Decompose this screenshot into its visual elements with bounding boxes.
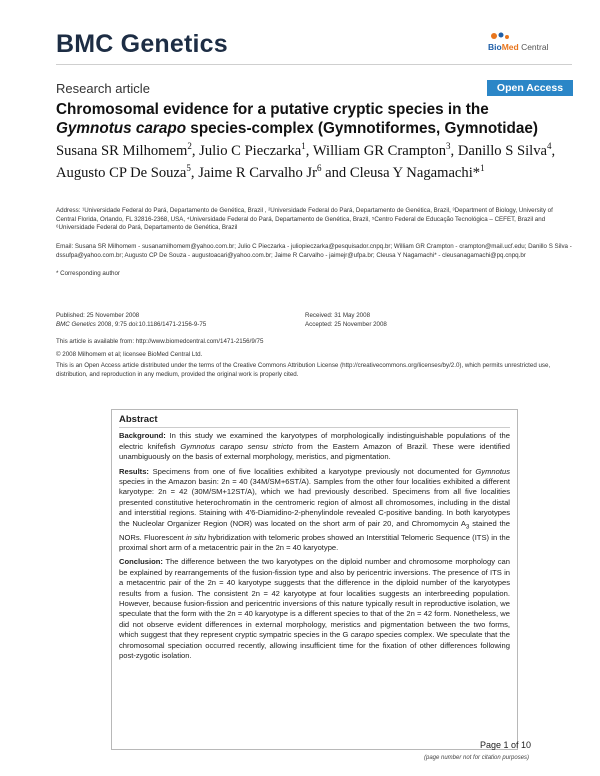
- title-rest: species-complex (Gymnotiformes, Gymnotidae): [186, 120, 538, 137]
- abstract-box: [111, 409, 518, 750]
- open-access-badge[interactable]: Open Access: [487, 80, 573, 96]
- background-species: Gymnotus carapo sensu stricto: [180, 441, 293, 451]
- page-number-note: (page number not for citation purposes): [424, 755, 530, 761]
- logo-med: Med: [501, 42, 519, 52]
- received-info: [305, 312, 555, 329]
- abstract-heading: Abstract: [119, 414, 158, 425]
- author-5-affiliation: 5: [186, 163, 191, 174]
- conclusion-label: Conclusion:: [119, 557, 163, 567]
- results-text-b: species in the Amazon basin: 2n = 40 (34M/SM+6ST/A). Samples from the other four localities exhibited a different karyotype: 2n = 42 (30M/SM+12ST/A), which we had previously described. Specimens from all five localities presented constitutive heterochromatin in the centromeric region of almost all chromosomes, including in the distal and interstitial regions. Staining with 4'6-Diamidino-2-phenylindole revealed C-positive banding. In both karyotypes the Nucleolar Organizer Region (NOR) was located on the short arm of pair 20, and Chromomycin A: [119, 477, 510, 528]
- biomed-central-logo: [488, 30, 572, 56]
- author-2: , Julio C Pieczarka: [191, 142, 302, 159]
- abstract-conclusion: [119, 557, 510, 661]
- author-addresses: Address: ¹Universidade Federal do Pará, Departamento de Genética, Brazil , ²Universidade Federal do Pará, Departamento de Genética, Brazil, ³Department of Biology, University of Central Florida, Orlando, FL 32816-2368, USA, ⁴Universidade Federal do Pará, Departamento de Genética, Brazil, ⁵Centro Federal de Educação Tecnológica – CEFET, Brazil and ⁶Universidade Federal do Pará, Departamento de Genética, Brazil: [56, 207, 553, 232]
- author-5: , Augusto CP De Souza: [56, 142, 556, 182]
- logo-central: Central: [518, 42, 549, 52]
- background-text-a: In this study we examined the karyotypes of morphologically indistinguishable populations of the electric knifefish: [119, 431, 510, 451]
- license-text: This is an Open Access article distributed under the terms of the Creative Commons Attribution License (http://creativecommons.org/licenses/by/2.0), which permits unrestricted use, distribution, and reproduction in any medium, provided the original work is properly cited.: [56, 362, 551, 378]
- author-3-affiliation: 3: [446, 141, 451, 151]
- author-2-affiliation: 1: [301, 141, 306, 151]
- author-list: [56, 138, 572, 183]
- author-4: , Danillo S Silva: [450, 142, 547, 159]
- results-subscript: 3: [465, 523, 470, 531]
- author-6: , Jaime R Carvalho Jr: [190, 165, 317, 182]
- background-label: Background:: [119, 431, 166, 441]
- publication-info: [56, 312, 306, 329]
- header-divider: [56, 64, 572, 65]
- title-line1: Chromosomal evidence for a putative cryptic species in the: [56, 101, 489, 118]
- author-1: Susana SR Milhomem: [56, 142, 188, 159]
- author-7-affiliation: 1: [480, 163, 485, 174]
- journal-title: BMC Genetics: [56, 30, 228, 58]
- conclusion-species: carapo: [350, 630, 374, 640]
- copyright-notice: © 2008 Milhomem et al; licensee BioMed Central Ltd.: [56, 351, 203, 358]
- corresponding-author-note: * Corresponding author: [56, 270, 120, 277]
- logo-bio: Bio: [488, 42, 502, 52]
- conclusion-text-a: The difference between the two karyotypes on the diploid number and chromosome morphology can be explained by rearrangements of the fusion-fission type and also by pericentric inversions. The presence of ITS in a metacentric pair of the 2n = 40 karyotype suggests that the difference in the diploid number of the karyotypes results from a fusion. The consistent 2n = 42 karyotype at four localities suggests an interbreeding population. However, because fusion-fission and pericentric inversions of this nature typically result in reproductive isolation, we speculate that the form with the 2n = 40 karyotype is a different species to that of the 2n = 42 form. Nonetheless, we did not observe evident differences in external morphology, meristics and pigmentation between the two forms, which suggest that they represent cryptic sympatric species in the G: [119, 557, 510, 640]
- results-genus: Gymnotus: [475, 466, 510, 476]
- background-text-b: from the Eastern Amazon of Brazil. These were identified unambiguously on the basis of external morphology, meristics, and pigmentation.: [119, 441, 510, 462]
- results-label: Results:: [119, 466, 149, 476]
- results-text-d: hybridization with telomeric probes showed an Interstitial Telomeric Sequence (ITS) in the proximal short arm of a metacentric pair in the 2n = 40 karyotype.: [119, 532, 510, 552]
- author-3: , William GR Crampton: [305, 142, 447, 159]
- author-emails[interactable]: Email: Susana SR Milhomem - susanamilhomem@yahoo.com.br; Julio C Pieczarka - juliopieczarka@pesquisador.cnpq.br; William GR Crampton - crampton@mail.ucf.edu; Danillo S Silva - dssufpa@yahoo.com.br; Augusto CP De Souza - augustoacari@yahoo.com.br; Jaime R Carvalho - jaimejr@ufpa.br; Cleusa Y Nagamachi* - cleusanagamachi@pq.cnpq.br: [56, 243, 572, 259]
- published-date: Published: 25 November 2008: [56, 312, 140, 319]
- author-7: and Cleusa Y Nagamachi*: [321, 165, 481, 182]
- author-4-affiliation: 4: [547, 141, 552, 151]
- page-number: Page 1 of 10: [480, 740, 532, 750]
- abstract-results: [119, 467, 510, 554]
- article-url[interactable]: This article is available from: http://www.biomedcentral.com/1471-2156/9/75: [56, 338, 264, 345]
- citation-doi: 2008, 9:75 doi:10.1186/1471-2156-9-75: [95, 320, 207, 328]
- citation: [56, 321, 306, 330]
- results-text-a: Specimens from one of five localities exhibited a karyotype previously not documented for: [148, 466, 476, 476]
- abstract-background: [119, 431, 510, 462]
- title-species: Gymnotus carapo: [56, 120, 187, 137]
- abstract-divider: [119, 427, 510, 428]
- article-category: Research article: [56, 81, 150, 96]
- author-1-affiliation: 2: [187, 141, 192, 151]
- conclusion-text-b: species complex. We speculate that the chromosomal speciation occurred recently, allowing insufficient time for the fixation of other differences following post-zygotic isolation.: [119, 630, 510, 661]
- article-title: [56, 100, 572, 138]
- received-date: Received: 31 May 2008: [305, 312, 371, 319]
- author-6-affiliation: 6: [316, 163, 322, 174]
- accepted-date: Accepted: 25 November 2008: [305, 320, 387, 328]
- results-text-c: stained the NORs. Fluorescent: [119, 518, 510, 542]
- results-in-situ: in situ: [185, 532, 206, 542]
- citation-journal: BMC Genetics: [56, 320, 96, 328]
